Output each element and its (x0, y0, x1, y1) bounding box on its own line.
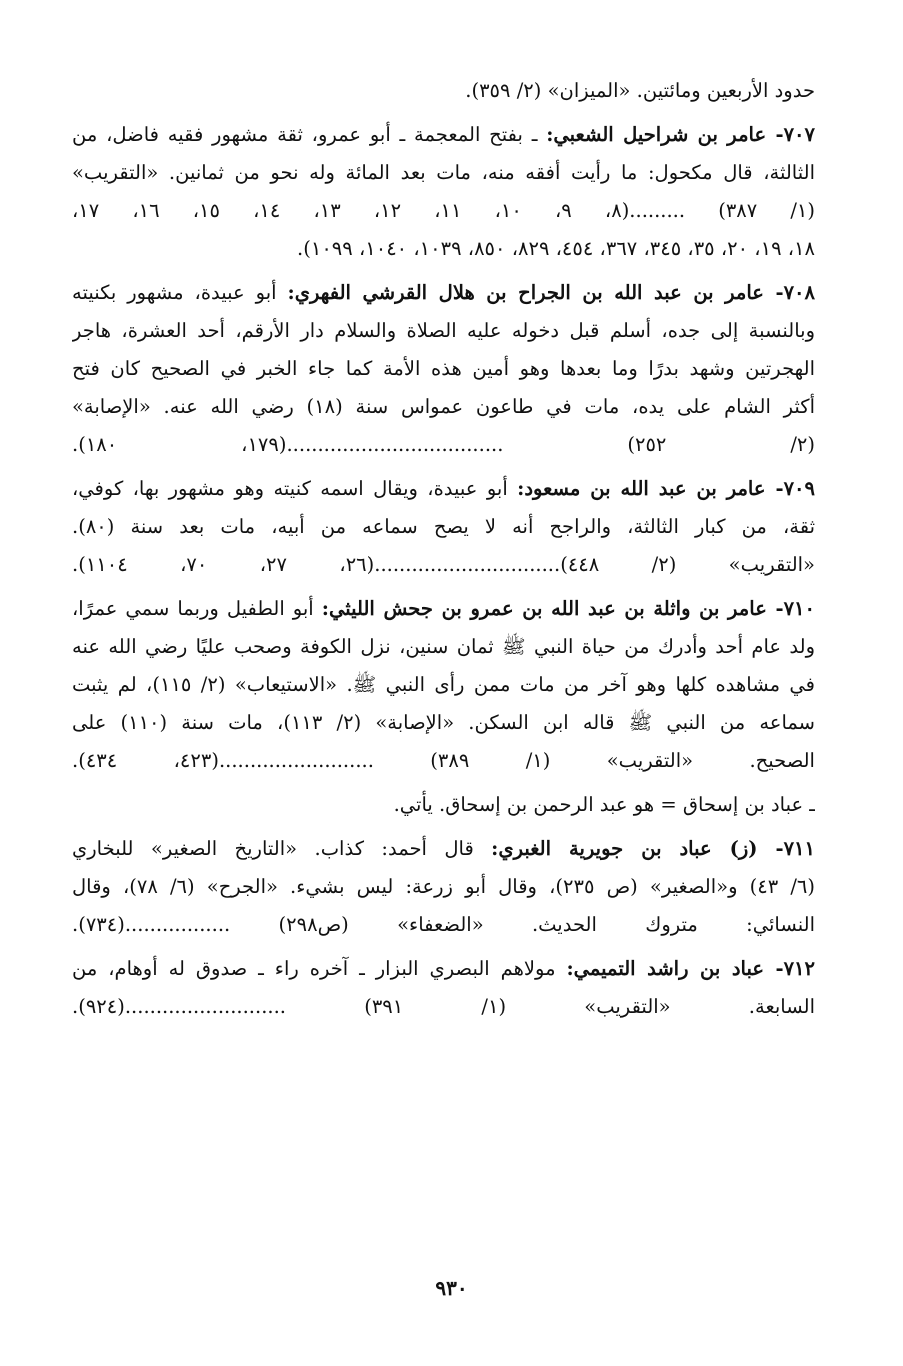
entry-line: سماعه من النبي ﷺ قاله ابن السكن. «الإصابة» (٢/ ١١٣)، مات سنة (١١٠) على (72, 711, 815, 734)
entry-line: (٦/ ٤٣) و«الصغير» (ص ٢٣٥)، وقال أبو زرعة: ليس بشيء. «الجرح» (٦/ ٧٨)، وقال (72, 875, 815, 898)
entry-first-line (72, 590, 815, 628)
biography-entry-709 (72, 470, 815, 584)
entry-line: وبالنسبة إلى جده، أسلم قبل دخوله عليه الصلاة والسلام دار الأرقم، أحد العشرة، هاجر (72, 319, 815, 342)
biography-entry-711 (72, 830, 815, 944)
entry-text: أبو عبيدة، ويقال اسمه كنيته وهو مشهور بها، كوفي، (72, 477, 518, 500)
entry-heading: ٧١٠- عامر بن واثلة بن عبد الله بن عمرو بن جحش الليثي: (321, 597, 815, 620)
entry-line: السابعة. «التقريب» (١/ ٣٩١) ..........................(٩٢٤). (72, 995, 815, 1018)
biography-entry-712 (72, 950, 815, 1026)
biography-entry-707 (72, 116, 815, 268)
page-number: ٩٣٠ (435, 1276, 468, 1300)
entry-first-line (72, 830, 815, 868)
entry-line: «التقريب» (٢/ ٤٤٨)..............................(٢٦، ٢٧، ٧٠، ١١٠٤). (72, 553, 815, 576)
entry-line: الثالثة، قال مكحول: ما رأيت أفقه منه، مات بعد المائة وله نحو من ثمانين. «التقريب» (72, 161, 815, 184)
entry-text: ـ بفتح المعجمة ـ أبو عمرو، ثقة مشهور فقيه فاضل، من (72, 123, 547, 146)
entry-heading: ٧٠٨- عامر بن عبد الله بن الجراح بن هلال القرشي الفهري: (287, 281, 815, 304)
entry-heading: ٧١١- (ز) عباد بن جويرية الغبري: (491, 837, 815, 860)
entry-line: ولد عام أحد وأدرك من حياة النبي ﷺ ثمان سنين، نزل الكوفة وصحب عليًا رضي الله عنه (72, 635, 815, 658)
entry-text: مولاهم البصري البزار ـ آخره راء ـ صدوق له أوهام، من (72, 957, 567, 980)
entry-line: الصحيح. «التقريب» (١/ ٣٨٩) .........................(٤٢٣، ٤٣٤). (72, 749, 815, 772)
entry-heading: ٧٠٩- عامر بن عبد الله بن مسعود: (517, 477, 815, 500)
entry-line: الهجرتين وشهد بدرًا وما بعدها وهو أمين هذه الأمة كما جاء الخبر في الصحيح كان فتح (72, 357, 815, 380)
entry-line: ثقة، من كبار الثالثة، والراجح أنه لا يصح سماعه من أبيه، مات بعد سنة (٨٠). (72, 515, 815, 538)
entry-first-line (72, 950, 815, 988)
entry-text: أبو الطفيل وربما سمي عمرًا، (72, 597, 322, 620)
biography-entry-710 (72, 590, 815, 780)
entry-text: أبو عبيدة، مشهور بكنيته (72, 281, 288, 304)
entry-first-line (72, 274, 815, 312)
entry-text: قال أحمد: كذاب. «التاريخ الصغير» للبخاري (72, 837, 492, 860)
entry-line: أكثر الشام على يده، مات في طاعون عمواس سنة (١٨) رضي الله عنه. «الإصابة» (72, 395, 815, 418)
entry-heading: ٧١٢- عباد بن راشد التميمي: (566, 957, 815, 980)
entry-first-line (72, 116, 815, 154)
entry-line: (١/ ٣٨٧) .........(٨، ٩، ١٠، ١١، ١٢، ١٣، ١٤، ١٥، ١٦، ١٧، (72, 199, 815, 222)
entry-line: النسائي: متروك الحديث. «الضعفاء» (ص٢٩٨) .................(٧٣٤). (72, 913, 815, 936)
biography-entry-708 (72, 274, 815, 464)
entry-line: ١٨، ١٩، ٢٠، ٣٥، ٣٤٥، ٣٦٧، ٤٥٤، ٨٢٩، ٨٥٠، ١٠٣٩، ١٠٤٠، ١٠٩٩). (297, 237, 815, 260)
continued-line: حدود الأربعين ومائتين. «الميزان» (٢/ ٣٥٩). (465, 79, 815, 102)
cross-reference: ـ عباد بن إسحاق = هو عبد الرحمن بن إسحاق. يأتي. (393, 793, 815, 816)
entry-line: (٢/ ٢٥٢) ...................................(١٧٩، ١٨٠). (72, 433, 815, 456)
entry-first-line (72, 470, 815, 508)
entry-line: في مشاهده كلها وهو آخر من مات ممن رأى النبي ﷺ. «الاستيعاب» (٢/ ١١٥)، لم يثبت (72, 673, 815, 696)
entry-heading: ٧٠٧- عامر بن شراحيل الشعبي: (546, 123, 815, 146)
